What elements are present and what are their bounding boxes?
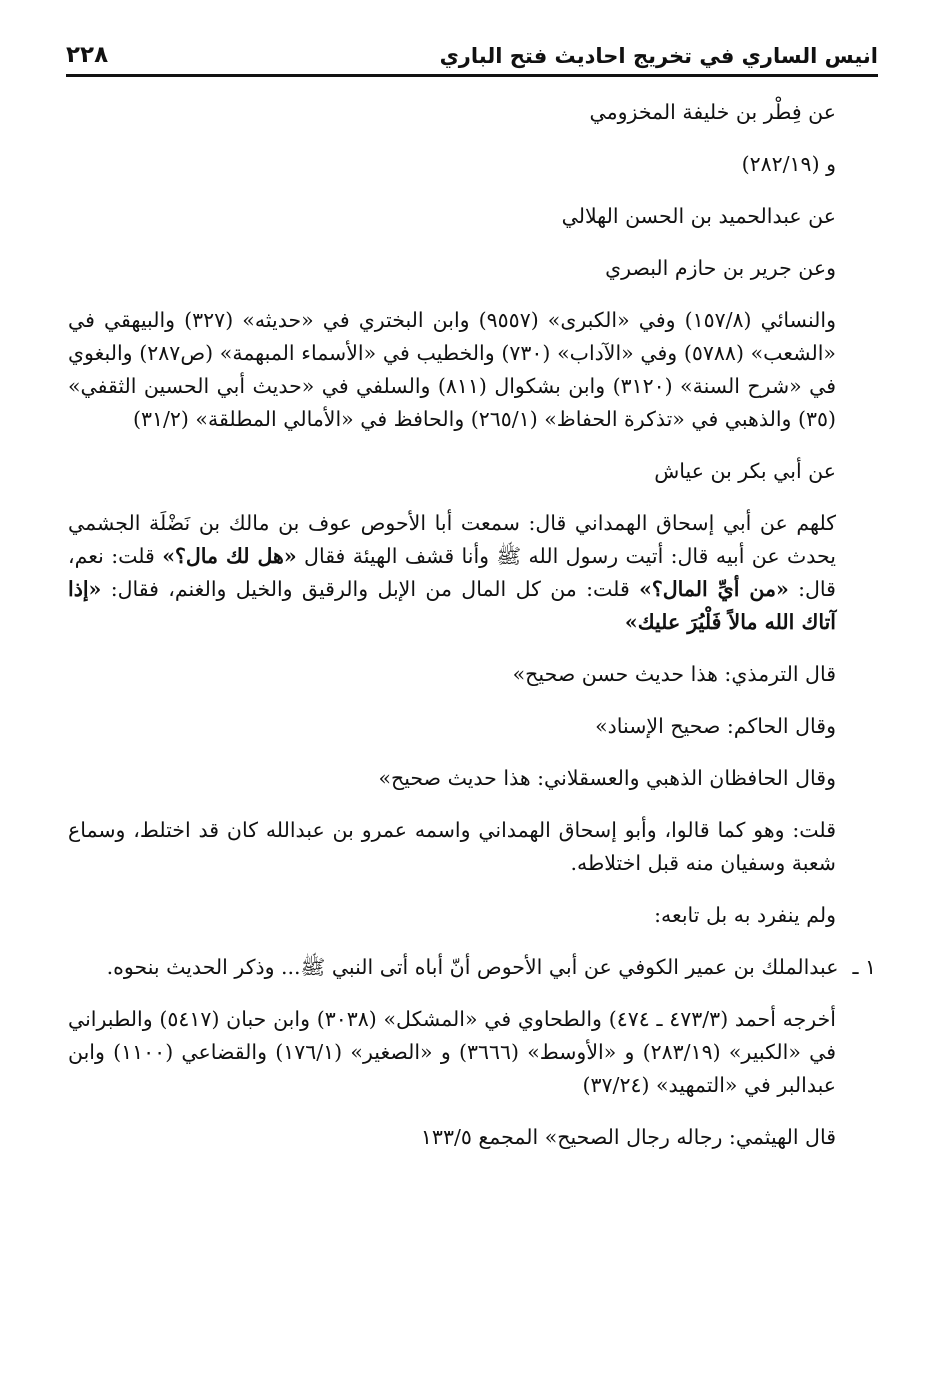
page-header [66, 30, 878, 77]
paragraph-7 [68, 507, 876, 639]
paragraph-1: عن فِطْر بن خليفة المخزومي [589, 100, 836, 124]
paragraph-8: قال الترمذي: هذا حديث حسن صحيح» [512, 662, 836, 686]
page-number: ٢٢٨ [66, 42, 109, 68]
paragraph-14: قال الهيثمي: رجاله رجال الصحيح» المجمع ١٣٣/٥ [420, 1125, 836, 1149]
paragraph-11: قلت: وهو كما قالوا، وأبو إسحاق الهمداني واسمه عمرو بن عبدالله كان قد اختلط، وسماع شعبة وسفيان منه قبل اختلاطه. [68, 818, 836, 875]
running-title: انيس الساري في تخريج احاديث فتح الباري [439, 44, 878, 68]
hadith-quote-1: «هل لك مال؟» [162, 544, 297, 568]
narration-text-c: قلت: نعم، قال: [68, 544, 836, 601]
paragraph-2: و (٢٨٢/١٩) [741, 152, 836, 176]
paragraph-3: عن عبدالحميد بن الحسن الهلالي [561, 204, 836, 228]
narration-text-e: قلت: من كل المال من الإبل والرقيق والخيل والغنم، فقال: [110, 577, 630, 601]
list-item-text: عبدالملك بن عمير الكوفي عن أبي الأحوص أنّ أباه أتى النبي ﷺ... وذكر الحديث بنحوه. [106, 955, 839, 979]
hadith-quote-3: «إذا آتاك الله مالاً فَلْيُرَ عليك» [68, 577, 836, 634]
list-item-1 [68, 951, 876, 984]
paragraph-10: وقال الحافظان الذهبي والعسقلاني: هذا حديث صحيح» [378, 766, 836, 790]
list-item-number: ١ ـ [852, 955, 876, 979]
narration-text-a: كلهم عن أبي إسحاق الهمداني قال: سمعت أبا الأحوص عوف بن مالك بن نَضْلَة الجشمي يحدث عن أبيه قال: أتيت رسول الله ﷺ وأنا قشف الهيئة فقال [68, 511, 836, 568]
paragraph-13: أخرجه أحمد (٤٧٣/٣ ـ ٤٧٤) والطحاوي في «المشكل» (٣٠٣٨) وابن حبان (٥٤١٧) والطبراني في «الكبير» (٢٨٣/١٩) و «الأوسط» (٣٦٦٦) و «الصغير» (١٧٦/١) والقضاعي (١١٠٠) وابن عبدالبر في «التمهيد» (٣٧/٢٤) [68, 1007, 836, 1097]
paragraph-4: وعن جرير بن حازم البصري [605, 256, 836, 280]
paragraph-12: ولم ينفرد به بل تابعه: [654, 903, 836, 927]
hadith-quote-2: «من أيِّ المال؟» [639, 577, 789, 601]
paragraph-6: عن أبي بكر بن عياش [654, 459, 836, 483]
paragraph-9: وقال الحاكم: صحيح الإسناد» [595, 714, 836, 738]
page-body [68, 96, 876, 1173]
paragraph-5: والنسائي (١٥٧/٨) وفي «الكبرى» (٩٥٥٧) وابن البختري في «حديثه» (٣٢٧) والبيهقي في «الشعب» (٥٧٨٨) وفي «الآداب» (٧٣٠) والخطيب في «الأسماء المبهمة» (ص٢٨٧) والبغوي في «شرح السنة» (٣١٢٠) وابن بشكوال (٨١١) والسلفي في «حديث أبي الحسين الثقفي» (٣٥) والذهبي في «تذكرة الحفاظ» (٢٦٥/١) والحافظ في «الأمالي المطلقة» (٣١/٢) [68, 308, 836, 431]
